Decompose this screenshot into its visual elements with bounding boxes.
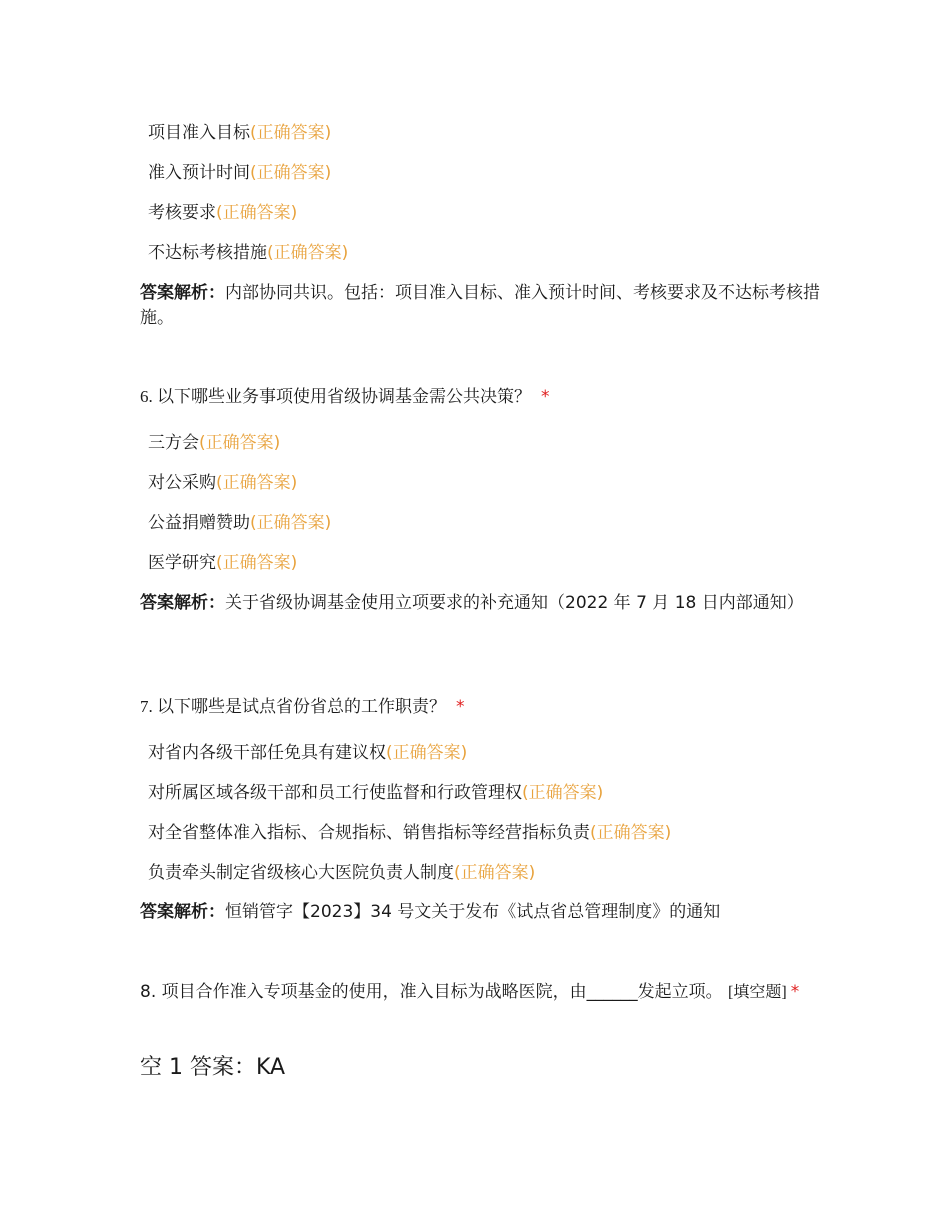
q5-option-2 [148, 162, 331, 184]
correct-answer-mark: (正确答案) [454, 863, 536, 883]
explanation-label: 答案解析： [140, 283, 225, 303]
question-number: 6. [140, 387, 157, 406]
q7-option-1 [148, 742, 467, 764]
correct-answer-mark: (正确答案) [522, 783, 604, 803]
correct-answer-mark: (正确答案) [199, 433, 281, 453]
explanation-text: 关于省级协调基金使用立项要求的补充通知（2022 年 7 月 18 日内部通知） [225, 593, 804, 613]
required-mark: * [541, 387, 550, 407]
q8-fill-answer: 空 1 答案：KA [140, 1055, 286, 1080]
option-text: 对省内各级干部任免具有建议权 [148, 743, 386, 763]
correct-answer-mark: (正确答案) [590, 823, 672, 843]
q7-option-2 [148, 782, 603, 804]
explanation-label: 答案解析： [140, 593, 225, 613]
q5-explanation [140, 281, 820, 331]
explanation-label: 答案解析： [140, 902, 225, 922]
q7-option-3 [148, 822, 671, 844]
explanation-text: 恒销管字【2023】34 号文关于发布《试点省总管理制度》的通知 [225, 902, 721, 922]
correct-answer-mark: (正确答案) [216, 473, 298, 493]
correct-answer-mark: (正确答案) [216, 203, 298, 223]
correct-answer-mark: (正确答案) [267, 243, 349, 263]
q7-option-4 [148, 862, 535, 884]
q8-title [140, 974, 820, 1011]
option-text: 公益捐赠赞助 [148, 513, 250, 533]
q6-option-2 [148, 472, 297, 494]
option-text: 对公采购 [148, 473, 216, 493]
correct-answer-mark: (正确答案) [216, 553, 298, 573]
correct-answer-mark: (正确答案) [250, 163, 332, 183]
question-text: 项目合作准入专项基金的使用，准入目标为战略医院，由______发起立项。 [161, 982, 723, 1002]
q6-option-1 [148, 432, 280, 454]
option-text: 对全省整体准入指标、合规指标、销售指标等经营指标负责 [148, 823, 590, 843]
question-number: 8. [140, 982, 162, 1002]
question-type-tag: [填空题] [728, 984, 787, 1001]
option-text: 医学研究 [148, 553, 216, 573]
q6-option-3 [148, 512, 331, 534]
q5-option-1 [148, 122, 331, 144]
required-mark: * [456, 697, 465, 717]
q5-option-4 [148, 242, 348, 264]
option-text: 对所属区域各级干部和员工行使监督和行政管理权 [148, 783, 522, 803]
correct-answer-mark: (正确答案) [250, 123, 332, 143]
option-text: 考核要求 [148, 203, 216, 223]
q7-explanation [140, 900, 820, 925]
q7-title [140, 696, 465, 718]
correct-answer-mark: (正确答案) [250, 513, 332, 533]
question-text: 以下哪些是试点省份省总的工作职责？ [157, 697, 446, 717]
q5-option-3 [148, 202, 297, 224]
q6-explanation [140, 591, 820, 616]
explanation-text: 内部协同共识。包括：项目准入目标、准入预计时间、考核要求及不达标考核措施。 [140, 283, 820, 328]
option-text: 负责牵头制定省级核心大医院负责人制度 [148, 863, 454, 883]
question-text: 以下哪些业务事项使用省级协调基金需公共决策？ [157, 387, 531, 407]
q6-option-4 [148, 552, 297, 574]
required-mark: * [790, 982, 800, 1002]
option-text: 不达标考核措施 [148, 243, 267, 263]
q6-title [140, 386, 550, 408]
option-text: 项目准入目标 [148, 123, 250, 143]
question-number: 7. [140, 697, 157, 716]
option-text: 准入预计时间 [148, 163, 250, 183]
correct-answer-mark: (正确答案) [386, 743, 468, 763]
option-text: 三方会 [148, 433, 199, 453]
